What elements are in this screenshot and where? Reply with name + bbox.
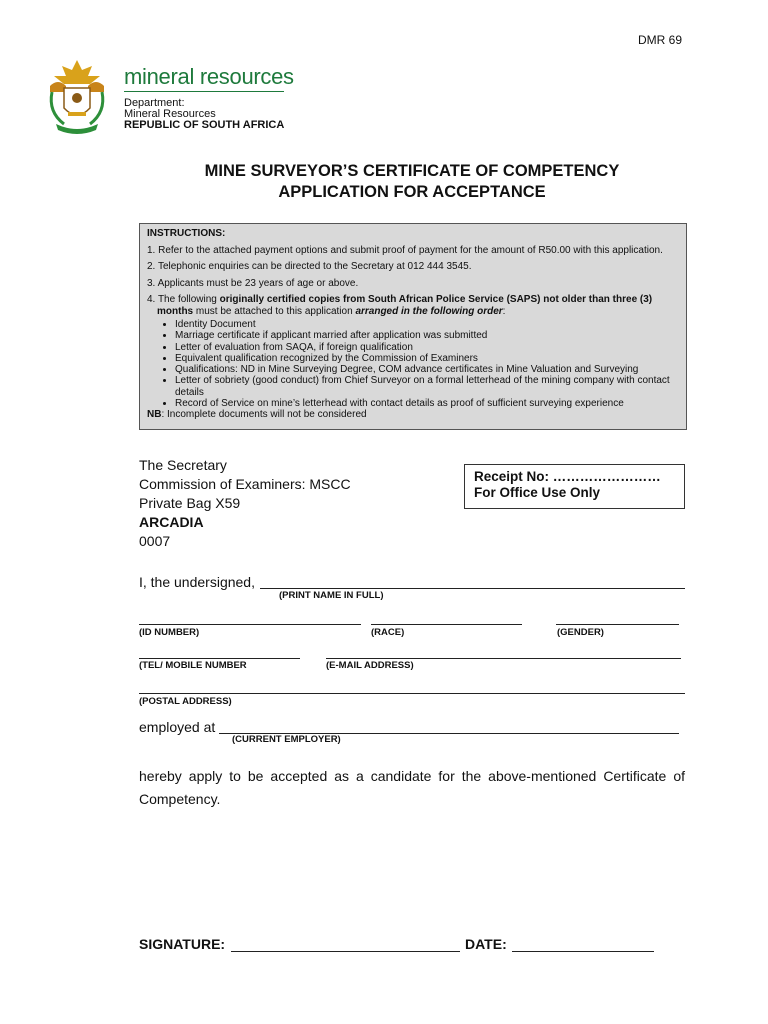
race-field[interactable] bbox=[371, 624, 522, 625]
id-number-field[interactable] bbox=[139, 624, 361, 625]
race-caption: (RACE) bbox=[371, 627, 405, 638]
instruction-4-order: arranged in the following order bbox=[355, 305, 503, 317]
address-line: Commission of Examiners: MSCC bbox=[139, 476, 351, 492]
coat-of-arms-icon bbox=[44, 56, 110, 136]
document-item: • Letter of sobriety (good conduct) from Chief Surveyor on a formal letterhead of the mining company with contact details bbox=[175, 375, 679, 398]
org-divider bbox=[124, 91, 284, 92]
instruction-4-prefix: 4. The following bbox=[147, 294, 220, 305]
instruction-4-bold: originally certified copies from South African Police Service (SAPS) not older than three (3) bbox=[219, 294, 653, 305]
signature-field[interactable] bbox=[231, 951, 460, 952]
email-field[interactable] bbox=[326, 658, 681, 659]
nb-text: : Incomplete documents will not be considered bbox=[161, 409, 367, 421]
document-item: • Identity Document bbox=[175, 319, 679, 330]
employer-caption: (CURRENT EMPLOYER) bbox=[232, 734, 341, 745]
receipt-number-label: Receipt No: …………………… bbox=[474, 469, 661, 484]
nb-note bbox=[147, 409, 679, 421]
date-label: DATE: bbox=[465, 936, 507, 952]
document-title: MINE SURVEYOR’S CERTIFICATE OF COMPETENCY bbox=[204, 162, 620, 180]
instruction-3: 3. Applicants must be 23 years of age or above. bbox=[147, 277, 359, 289]
address-line: ARCADIA bbox=[139, 514, 204, 530]
full-name-caption: (PRINT NAME IN FULL) bbox=[279, 590, 384, 601]
email-caption: (E-MAIL ADDRESS) bbox=[326, 660, 414, 671]
instruction-4-months: months bbox=[157, 305, 194, 317]
address-line: 0007 bbox=[139, 533, 171, 549]
address-line: Private Bag X59 bbox=[139, 495, 241, 511]
gender-caption: (GENDER) bbox=[557, 627, 604, 638]
instruction-2: 2. Telephonic enquiries can be directed to the Secretary at 012 444 3545. bbox=[147, 261, 472, 272]
undersigned-label: I, the undersigned, bbox=[139, 574, 255, 590]
document-item: • Letter of evaluation from SAQA, if foreign qualification bbox=[175, 342, 679, 353]
required-documents-list bbox=[147, 319, 679, 409]
instruction-4 bbox=[147, 294, 679, 317]
phone-field[interactable] bbox=[139, 658, 300, 659]
full-name-field[interactable] bbox=[260, 588, 685, 589]
office-use-label: For Office Use Only bbox=[474, 485, 601, 500]
instructions-heading: INSTRUCTIONS: bbox=[147, 228, 226, 239]
postal-address-field[interactable] bbox=[139, 693, 685, 694]
postal-address-caption: (POSTAL ADDRESS) bbox=[139, 696, 232, 707]
instruction-1: 1. Refer to the attached payment options and submit proof of payment for the amount of R50.00 with this application. bbox=[147, 244, 663, 256]
document-subtitle: APPLICATION FOR ACCEPTANCE bbox=[278, 183, 546, 201]
document-item: • Marriage certificate if applicant married after application was submitted bbox=[175, 330, 679, 341]
document-item: • Record of Service on mine’s letterhead with contact details as proof of sufficient surveying experience bbox=[175, 398, 679, 409]
dept-name: Mineral Resources bbox=[124, 108, 216, 120]
address-line: The Secretary bbox=[139, 457, 227, 473]
instructions-box bbox=[139, 223, 687, 430]
instruction-4-end: : bbox=[502, 305, 506, 317]
country-name: REPUBLIC OF SOUTH AFRICA bbox=[124, 119, 285, 131]
id-number-caption: (ID NUMBER) bbox=[139, 627, 200, 638]
signature-label: SIGNATURE: bbox=[139, 936, 226, 952]
form-code: DMR 69 bbox=[638, 33, 683, 47]
dept-label: Department: bbox=[124, 97, 185, 109]
instruction-4-mid: must be attached to this application bbox=[193, 305, 356, 317]
application-statement: hereby apply to be accepted as a candidate for the above-mentioned Certificate of Competency. bbox=[139, 768, 685, 807]
nb-label: NB bbox=[147, 409, 162, 421]
org-name: mineral resources bbox=[124, 64, 294, 89]
date-field[interactable] bbox=[512, 951, 654, 952]
employed-label: employed at bbox=[139, 719, 216, 735]
receipt-box bbox=[464, 464, 685, 509]
gender-field[interactable] bbox=[556, 624, 679, 625]
document-item: • Qualifications: ND in Mine Surveying Degree, COM advance certificates in Mine Valuation and Surveying bbox=[175, 364, 679, 375]
document-item: • Equivalent qualification recognized by the Commission of Examiners bbox=[175, 353, 679, 364]
phone-caption: (TEL/ MOBILE NUMBER bbox=[139, 660, 247, 671]
